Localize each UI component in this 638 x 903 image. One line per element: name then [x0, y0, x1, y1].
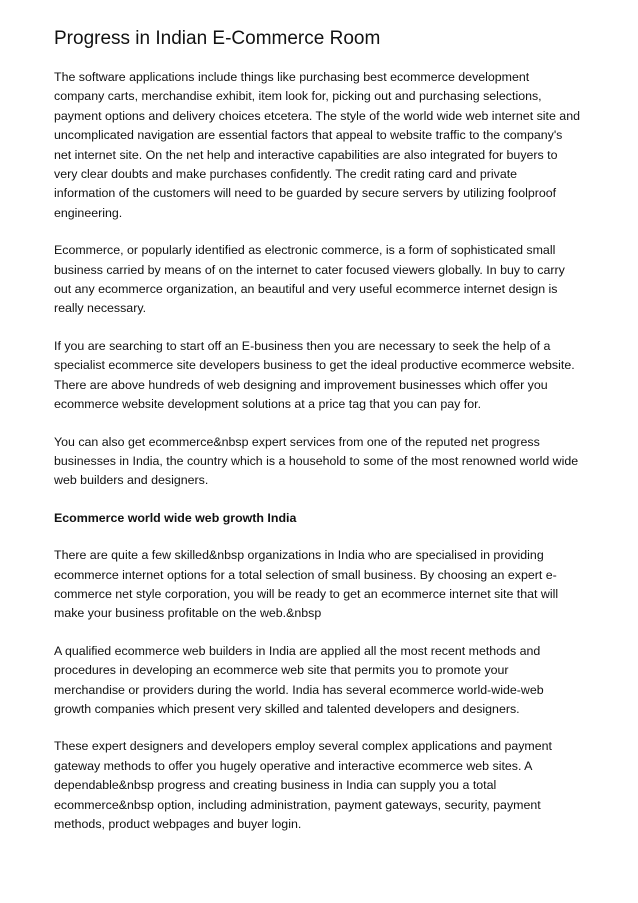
paragraph-2: Ecommerce, or popularly identified as electronic commerce, is a form of sophisticated small business carried by means of on the internet to cater focused viewers globally. In buy to carry out any ecommerce organization, an beautiful and very useful ecommerce internet design is really necessary. [54, 243, 565, 316]
paragraph-7: These expert designers and developers employ several complex applications and payment gateway methods to offer you hugely operative and interactive ecommerce web sites. A dependable&nbsp progress and creating business in India can supply you a total ecommerce&nbsp option, including administration, payment gateways, security, payment methods, product webpages and buyer login. [54, 739, 552, 831]
paragraph-4: You can also get ecommerce&nbsp expert services from one of the reputed net progress businesses in India, the country which is a household to some of the most renowned world wide web builders and designers. [54, 434, 579, 488]
paragraph-5: There are quite a few skilled&nbsp organizations in India who are specialised in providing ecommerce internet options for a total selection of small business. By choosing an expert e-commerce net style corporation, you will be ready to get an ecommerce internet site that will make your business profitable on the web.&nbsp [54, 548, 559, 621]
section-heading: Ecommerce world wide web growth India [54, 510, 297, 525]
document-page [54, 26, 580, 852]
paragraph-1: The software applications include things like purchasing best ecommerce development company carts, merchandise exhibit, item look for, picking out and purchasing selections, payment options and delivery choices etcetera. The style of the world wide web internet site and uncomplicated navigation are essential factors that appeal to website traffic to the company's net internet site. On the net help and interactive capabilities are also integrated for buyers to very clear doubts and make purchases confidently. The credit rating card and private information of the customers will need to be guarded by secure servers by utilizing foolproof engineering. [54, 70, 580, 220]
paragraph-3: If you are searching to start off an E-business then you are necessary to seek the help of a specialist ecommerce site developers business to get the ideal productive ecommerce website. There are above hundreds of web designing and improvement businesses which offer you ecommerce website development solutions at a price tag that you can pay for. [54, 338, 575, 412]
paragraph-6: A qualified ecommerce web builders in India are applied all the most recent methods and procedures in developing an ecommerce web site that permits you to promote your merchandise or providers during the world. India has several ecommerce world-wide-web growth companies which present very skilled and talented developers and designers. [54, 643, 544, 716]
document-title: Progress in Indian E-Commerce Room [54, 28, 381, 49]
